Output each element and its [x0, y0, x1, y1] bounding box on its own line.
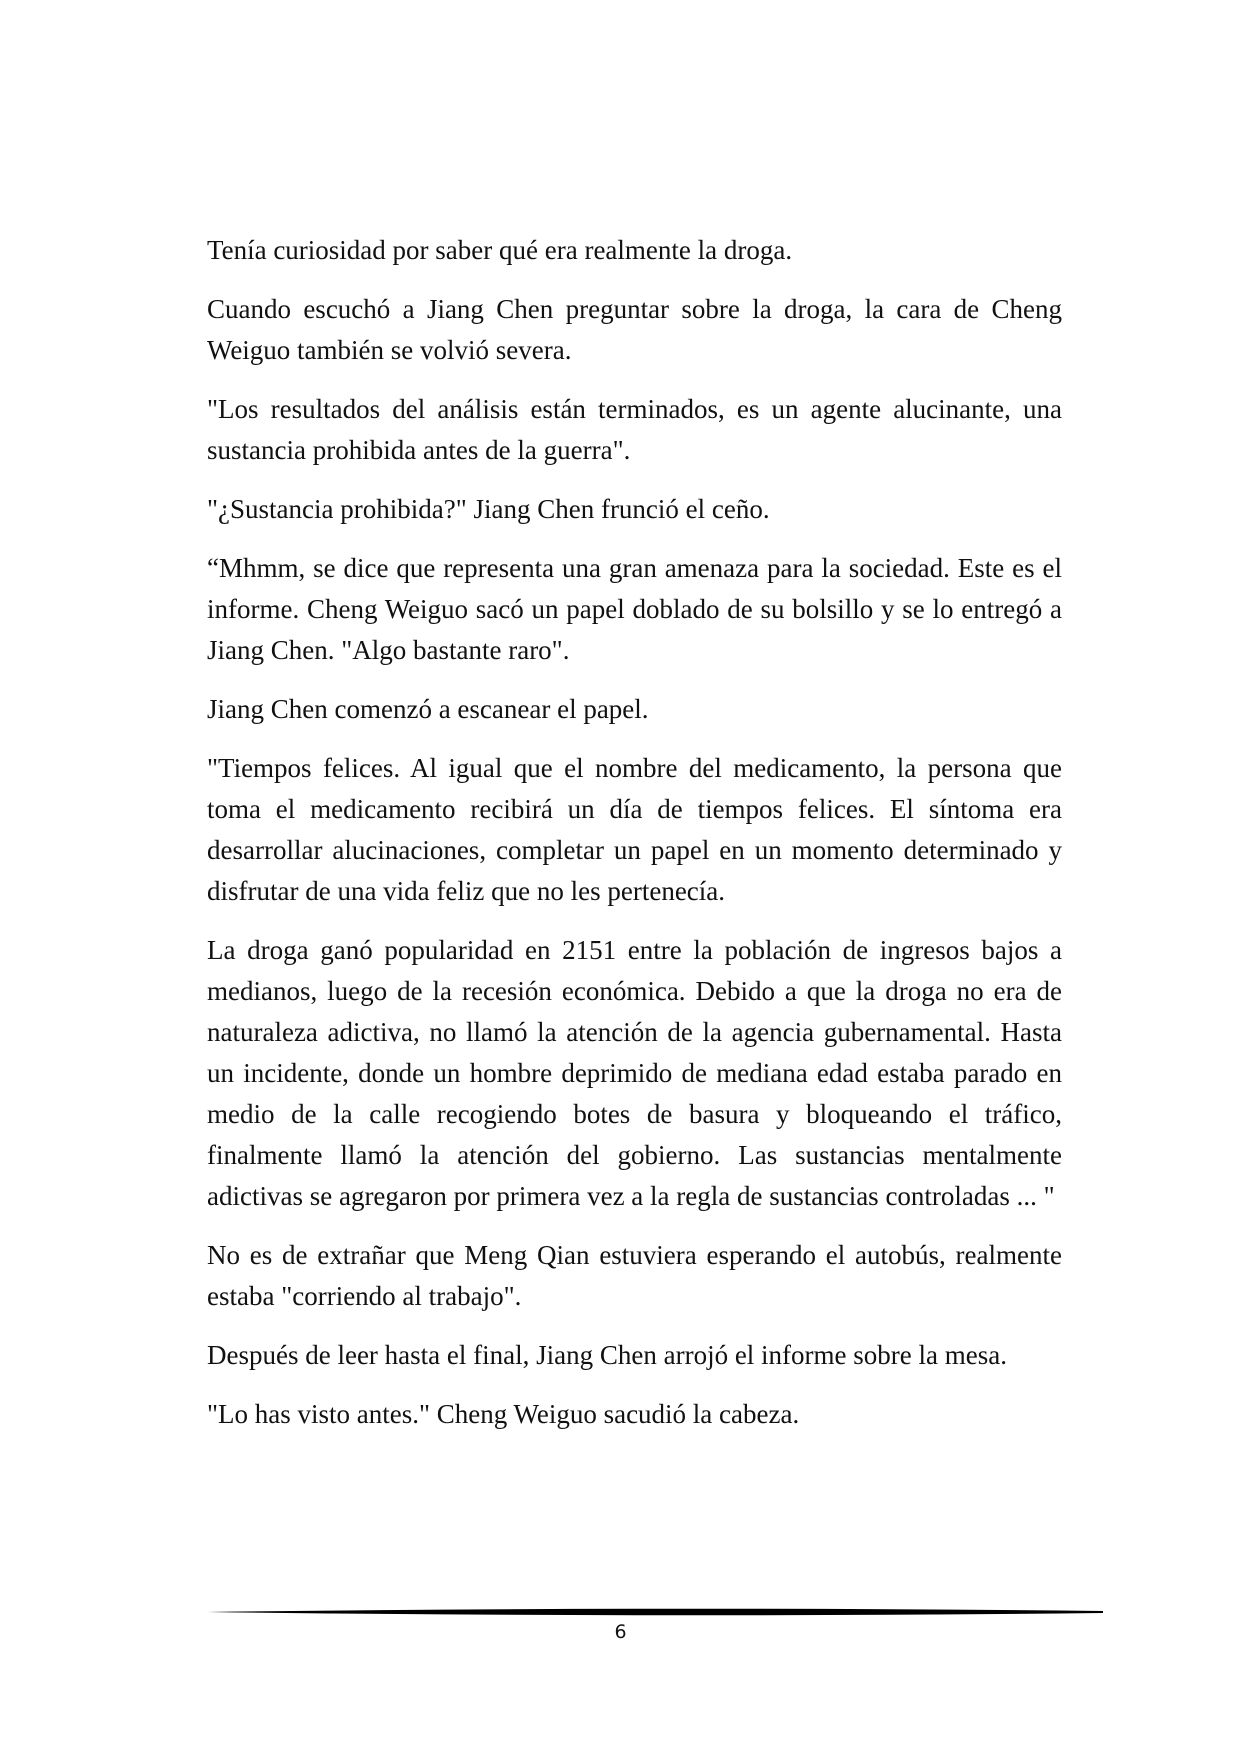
- paragraph: Después de leer hasta el final, Jiang Chen arrojó el informe sobre la mesa.: [207, 1340, 1007, 1370]
- paragraph: “Mhmm, se dice que representa una gran amenaza para la sociedad. Este es el informe. Cheng Weiguo sacó un papel doblado de su bolsillo y se lo entregó a Jiang Chen. "Algo bastante raro".: [207, 553, 1062, 665]
- paragraph: Jiang Chen comenzó a escanear el papel.: [207, 694, 649, 724]
- paragraph: "¿Sustancia prohibida?" Jiang Chen frunció el ceño.: [207, 494, 770, 524]
- paragraph: Tenía curiosidad por saber qué era realmente la droga.: [207, 235, 793, 265]
- body-text: [207, 230, 1062, 1453]
- page-number: 6: [614, 1621, 627, 1643]
- paragraph: No es de extrañar que Meng Qian estuviera esperando el autobús, realmente estaba "corriendo al trabajo".: [207, 1240, 1062, 1311]
- paragraph: "Lo has visto antes." Cheng Weiguo sacudió la cabeza.: [207, 1399, 800, 1429]
- paragraph: "Tiempos felices. Al igual que el nombre del medicamento, la persona que toma el medicamento recibirá un día de tiempos felices. El síntoma era desarrollar alucinaciones, completar un papel en un momento determinado y disfrutar de una vida feliz que no les pertenecía.: [207, 753, 1062, 906]
- paragraph: Cuando escuchó a Jiang Chen preguntar sobre la droga, la cara de Cheng Weiguo también se volvió severa.: [207, 294, 1062, 365]
- paragraph: "Los resultados del análisis están terminados, es un agente alucinante, una sustancia prohibida antes de la guerra".: [207, 394, 1062, 465]
- footer-divider: [207, 1607, 1103, 1617]
- paragraph: La droga ganó popularidad en 2151 entre la población de ingresos bajos a medianos, luego de la recesión económica. Debido a que la droga no era de naturaleza adictiva, no llamó la atención de la agencia gubernamental. Hasta un incidente, donde un hombre deprimido de mediana edad estaba parado en medio de la calle recogiendo botes de basura y bloqueando el tráfico, finalmente llamó la atención del gobierno. Las sustancias mentalmente adictivas se agregaron por primera vez a la regla de sustancias controladas ... ": [207, 935, 1062, 1211]
